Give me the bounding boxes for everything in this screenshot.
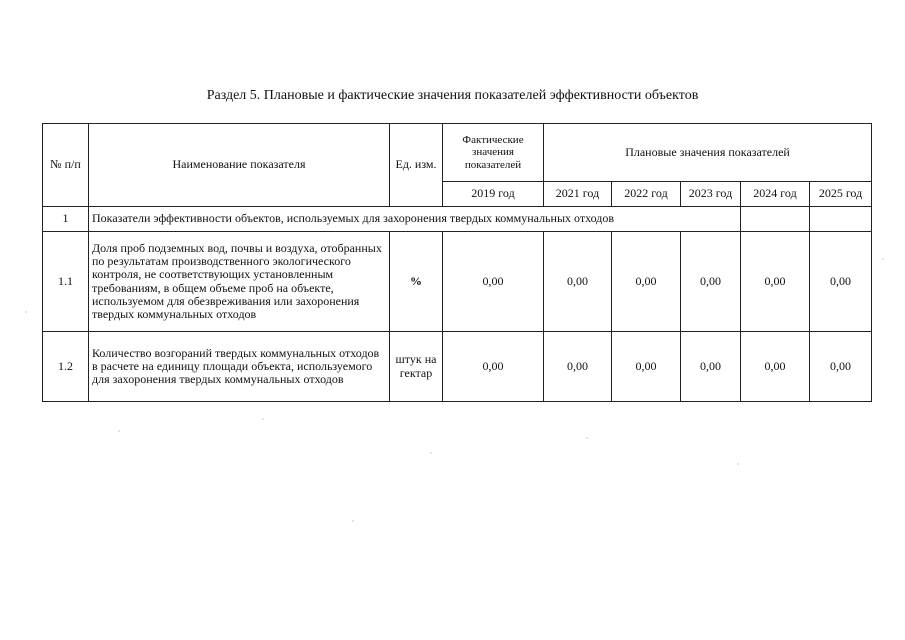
header-planned: Плановые значения показателей: [544, 124, 872, 182]
header-unit: Ед. изм.: [390, 124, 443, 207]
header-actual: Фактические значения показателей: [443, 124, 544, 182]
header-year-actual: 2019 год: [443, 182, 544, 207]
section-row: [43, 207, 872, 232]
scan-speck: [352, 520, 354, 522]
row-name: Доля проб подземных вод, почвы и воздуха, отобранных по результатам производственного экологического контроля, не соответствующих установленным требованиям, в общем объеме проб на объекте, используемом для обезвреживания или захоронения твердых коммунальных отходов: [89, 232, 390, 332]
row-number: 1.2: [43, 332, 89, 402]
scan-speck: [118, 430, 120, 432]
scan-speck: [262, 418, 264, 420]
row-planned-value: 0,00: [810, 232, 872, 332]
row-number: 1.1: [43, 232, 89, 332]
scan-speck: [737, 463, 739, 465]
row-planned-value: 0,00: [681, 332, 741, 402]
header-year-planned: 2025 год: [810, 182, 872, 207]
row-actual-value: 0,00: [443, 332, 544, 402]
empty-cell: [741, 207, 810, 232]
header-year-planned: 2023 год: [681, 182, 741, 207]
indicators-table: [42, 123, 872, 402]
row-planned-value: 0,00: [741, 332, 810, 402]
row-planned-value: 0,00: [741, 232, 810, 332]
table-row: [43, 232, 872, 332]
row-unit: штук на гектар: [390, 332, 443, 402]
scan-speck: [25, 311, 27, 313]
row-planned-value: 0,00: [544, 332, 612, 402]
row-unit: %: [390, 232, 443, 332]
page-title: Раздел 5. Плановые и фактические значения показателей эффективности объектов: [206, 88, 699, 103]
header-year-planned: 2022 год: [612, 182, 681, 207]
empty-cell: [810, 207, 872, 232]
row-planned-value: 0,00: [544, 232, 612, 332]
row-planned-value: 0,00: [612, 232, 681, 332]
section-number: 1: [43, 207, 89, 232]
header-year-planned: 2024 год: [741, 182, 810, 207]
scan-speck: [430, 452, 432, 454]
scan-speck: [882, 258, 884, 260]
row-planned-value: 0,00: [681, 232, 741, 332]
header-year-planned: 2021 год: [544, 182, 612, 207]
header-name: Наименование показателя: [89, 124, 390, 207]
row-actual-value: 0,00: [443, 232, 544, 332]
scan-speck: [586, 437, 588, 439]
row-name: Количество возгораний твердых коммунальных отходов в расчете на единицу площади объекта, используемого для захоронения твердых коммунальных отходов: [89, 332, 390, 402]
header-row-1: [43, 124, 872, 182]
section-title: Показатели эффективности объектов, используемых для захоронения твердых коммунальных отходов: [89, 207, 741, 232]
row-planned-value: 0,00: [810, 332, 872, 402]
table-row: [43, 332, 872, 402]
header-number: № п/п: [43, 124, 89, 207]
row-planned-value: 0,00: [612, 332, 681, 402]
